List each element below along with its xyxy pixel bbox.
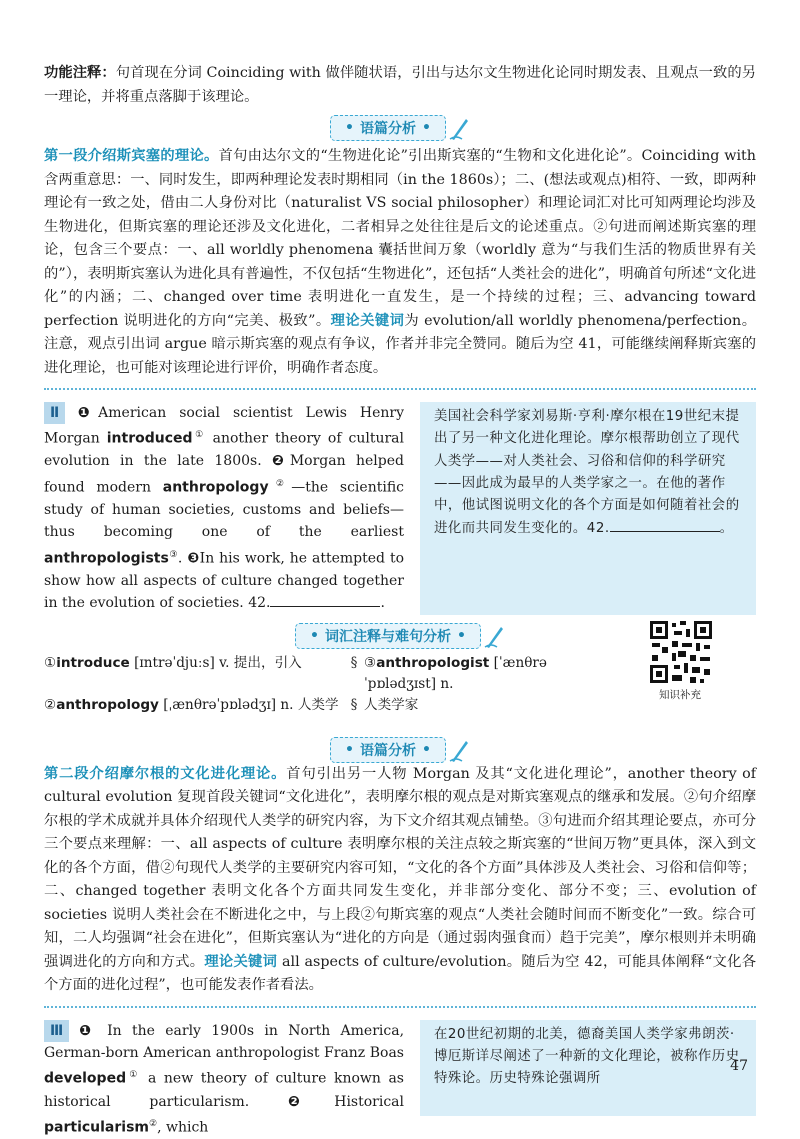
vocab-word-particularism: particularism <box>44 1119 149 1136</box>
paragraph-1-body: 首句由达尔文的“生物进化论”引出斯宾塞的“生物和文化进化论”。Coinciding with 含两重意思：一、同时发生，即两种理论发表时期相同（in the 1860s）；二、(想法或观点)相符、一致，即两种理论有一致之处，借由二人身份对比（naturalist VS social philosopher）和理论词汇对比可知两理论均涉及生物进化，但斯宾塞的理论还涉及文化进化，二者相异之处往往是后文的论述重点。②句进而阐述斯宾塞的理论，包含三个要点：一、all worldly phenomena 囊括世间万象（worldly 意为“与我们生活的物质世界有关的”），表明斯宾塞认为进化具有普遍性，不仅包括“生物进化”，还包括“人类社会的进化”，明确首句所述“文化进化”的内涵；二、changed over time 表明进化一直发生，是一个持续的过程；三、advancing toward perfection 说明进化的方向“完美、极致”。 <box>44 148 756 329</box>
vocab-section <box>44 615 756 763</box>
passage-section-2 <box>44 402 756 615</box>
analysis-badge-label: 语篇分析 <box>360 742 416 759</box>
paragraph-2-lead: 第二段介绍摩尔根的文化进化理论。 <box>44 765 287 782</box>
paragraph-1-body-2: 为 evolution/all worldly phenomena/perfection。注意，观点引出词 argue 暗示斯宾塞的观点有争议，作者并非完全赞同。随后为空 41，可能继续阐释斯宾塞的进化理论，也可能对该理论进行评价，明确作者态度。 <box>44 312 756 376</box>
section-2-english: Ⅱ ❶American social scientist Lewis Henry Morgan introduced① another theory of cultural evolution in the late 1800s. ❷Morgan helped found modern anthropology②—the scientific study of human societies, customs and beliefs—thus becoming one of the earliest anthropologists③. ❸In his work, he attempted to show how all aspects of culture changed together in the evolution of societies. 42. . <box>44 402 404 615</box>
page-content <box>44 62 756 1139</box>
paragraph-2-analysis <box>44 763 756 998</box>
qr-caption: 知识补充 <box>659 688 701 701</box>
qr-code-icon[interactable] <box>648 619 714 685</box>
vocab-badge-label: 词汇注释与难句分析 <box>325 628 451 645</box>
vocab-word-developed: developed <box>44 1071 127 1088</box>
paragraph-1-lead: 第一段介绍斯宾塞的理论。 <box>44 148 219 164</box>
answer-blank-42-cn[interactable] <box>610 517 720 532</box>
analysis-badge-label: 语篇分析 <box>360 121 416 137</box>
pen-icon <box>448 115 470 141</box>
page-number: 47 <box>730 1058 748 1074</box>
divider <box>44 388 756 390</box>
vocab-item-anthropologist: ③anthropologist [ˈænθrəˈpɒlədʒɪst] n. <box>364 654 547 692</box>
pen-icon <box>448 737 470 763</box>
vocab-word-introduced: introduced <box>106 431 193 448</box>
paragraph-1-key-label: 理论关键词 <box>330 312 405 329</box>
paragraph-2-body: 首句引出另一人物 Morgan 及其“文化进化理论”，another theory of cultural evolution 复现首段关键词“文化进化”，表明摩尔根的观点是对斯宾塞观点的继承和发展。②句介绍摩尔根的学术成就并具体介绍现代人类学的研究内容，为下文介绍其观点铺垫。③句进而介绍其理论要点，亦可分三个要点来理解：一、all aspects of culture 表明摩尔根的关注点较之斯宾塞的“世间万物”更具体，深入到文化的各个方面，借②句现代人类学的主要研究内容可知，“文化的各个方面”具体涉及人类社会、习俗和信仰等；二、changed together 表明文化各个方面共同发生变化，并非部分变化、部分不变；三、evolution of societies 说明人类社会在不断进化之中，与上段②句斯宾塞的观点“人类社会随时间而不断变化”一致。综合可知，二人均强调“社会在进化”，但斯宾塞认为“进化的方向是（通过弱肉强食而）趋于完美”，摩尔根则并未明确强调进化的方向和方式。 <box>44 765 756 970</box>
function-note-text: 句首现在分词 Coinciding with 做伴随状语，引出与达尔文生物进化论同时期发表、且观点一致的另一理论，并将重点落脚于该理论。 <box>44 65 757 105</box>
vocab-item-anthropologist-cn: 人类学家 <box>364 696 419 713</box>
analysis-badge-1: • 语篇分析 • <box>44 115 756 141</box>
pen-icon <box>483 623 505 649</box>
paragraph-1-analysis <box>44 145 756 380</box>
section-3-english: Ⅲ ❶ In the early 1900s in North America, German-born American anthropologist Franz Boas developed① a new theory of culture known as historical particularism. ❷Historical particularism②, which <box>44 1020 404 1139</box>
vocab-item-introduce: ①introduce [ɪntrəˈdjuːs] v. 提出，引入 <box>44 654 302 671</box>
section-2-numeral: Ⅱ <box>44 402 65 424</box>
function-note-label: 功能注释： <box>44 65 116 81</box>
function-note <box>44 62 756 109</box>
paragraph-2-body-2: all aspects of culture/evolution。随后为空 42，可能具体阐释“文化各个方面的进化过程”，也可能发表作者看法。 <box>44 953 756 994</box>
passage-section-3 <box>44 1020 756 1139</box>
paragraph-2-key-label: 理论关键词 <box>204 953 278 970</box>
section-3-numeral: Ⅲ <box>44 1020 69 1042</box>
analysis-badge-2: • 语篇分析 • <box>44 737 756 763</box>
vocab-list: ①introduce [ɪntrəˈdjuːs] v. 提出，引入 § ③anthropologist [ˈænθrəˈpɒlədʒɪst] n. ②anthropology [ˌænθrəˈpɒlədʒɪ] n. 人类学 § 人类学家 <box>44 653 614 716</box>
vocab-word-anthropologists: anthropologists <box>44 550 169 567</box>
answer-blank-42[interactable] <box>270 592 380 607</box>
section-2-translation: 美国社会科学家刘易斯·亨利·摩尔根在19世纪末提出了另一种文化进化理论。摩尔根帮助创立了现代人类学——对人类社会、习俗和信仰的科学研究——因此成为最早的人类学家之一。在他的著作中，他试图说明文化的各个方面是如何随着社会的进化而共同发生变化的。42. 。 <box>420 402 756 615</box>
divider <box>44 1006 756 1008</box>
vocab-badge: • 词汇注释与难句分析 • <box>44 623 756 649</box>
vocab-item-anthropology: ②anthropology [ˌænθrəˈpɒlədʒɪ] n. 人类学 <box>44 696 339 713</box>
section-3-translation: 在20世纪初期的北美，德裔美国人类学家弗朗茨·博厄斯详尽阐述了一种新的文化理论，被称作历史特殊论。历史特殊论强调所 <box>420 1020 756 1116</box>
vocab-word-anthropology: anthropology <box>162 479 269 496</box>
